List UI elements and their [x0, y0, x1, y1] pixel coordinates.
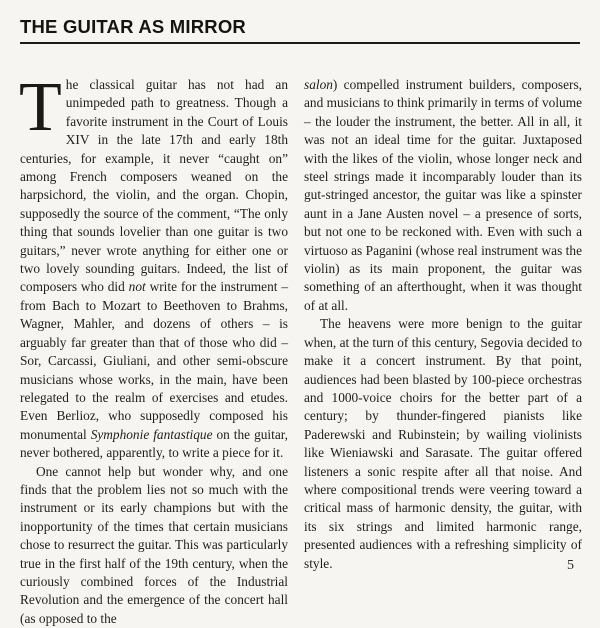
title-rule [20, 42, 580, 44]
paragraph-1-text-end: on the guitar, never bothered, apparently, to write a piece for it. [20, 426, 288, 461]
paragraph-2 [20, 463, 288, 628]
symphonie-title: Symphonie fantastique [90, 426, 213, 442]
drop-cap: T [19, 69, 62, 146]
page-number: 5 [567, 558, 574, 573]
paragraph-3 [304, 315, 582, 573]
paragraph-1-text: he classical guitar has not had an unimpeded path to greatness. Though a favorite instrument in the Court of Louis XIV in the late 17th and early 18th centuries, for example, it never “caught on” among French composers weaned on the harpsichord, the violin, and the organ. Chopin, supposedly the source of the comment, “The only thing that sounds lovelier than one guitar is two guitars,” never wrote anything for either one or two lovely sounding guitars. Indeed, the list of composers who did [20, 77, 288, 295]
paragraph-2-continued [304, 76, 582, 315]
paragraph-2-text: One cannot help but wonder why, and one finds that the problem lies not so much with the instrument or its early champions but with the inopportunity of the times that certain musicians chose to resurrect the guitar. This was particularly true in the first half of the 19th century, when the curiously combined forces of the Industrial Revolution and the emergence of the concert hall (as opposed to the [20, 463, 288, 626]
right-column [304, 76, 582, 573]
paragraph-3-text: The heavens were more benign to the guitar when, at the turn of this century, Segovia decided to make it a concert instrument. By that point, audiences had been blasted by 100-piece orchestras and 1000-voice choirs for the better part of a century; by thunder-fingered pianists like Paderewski and Rubinstein; by wailing violinists like Wieniawski and Sarasate. The guitar offered listeners a sonic respite after all that noise. And where compositional trends were veering toward a critical mass of harmonic density, the guitar, with its six strings and limited harmonic range, presented audiences with a refreshing simplicity of style. [304, 316, 582, 571]
paragraph-1-text-mid: write for the instrument – from Bach to Mozart to Beethoven to Brahms, Wagner, Mahler, and dozens of others – is arguably far greater than that of those who did – Sor, Carcassi, Giuliani, and other semi-obscure musicians whose works, in the main, have been relegated to the realm of exercises and etudes. Even Berlioz, who supposedly composed his monumental [20, 279, 288, 442]
salon-word: salon [304, 77, 333, 92]
paragraph-1 [19, 69, 288, 463]
paragraph-1-emphasis: not [128, 279, 146, 295]
paragraph-2-text-end: ) compelled instrument builders, composers, and musicians to think primarily in terms of volume – the louder the instrument, the better. All in all, it was not an ideal time for the guitar. Juxtaposed with the likes of the violin, whose longer neck and steel strings made it incomparably louder than its gut-stringed ancestor, the guitar was like a spinster aunt in a Jane Austen novel – a presence of sorts, but not one to be reckoned with. Even with such a virtuoso as Paganini (whose real instrument was the violin) as its main proponent, the guitar was something of an afterthought, when it was thought of at all. [304, 77, 582, 313]
page-title: THE GUITAR AS MIRROR [20, 16, 246, 37]
left-column [19, 69, 288, 628]
